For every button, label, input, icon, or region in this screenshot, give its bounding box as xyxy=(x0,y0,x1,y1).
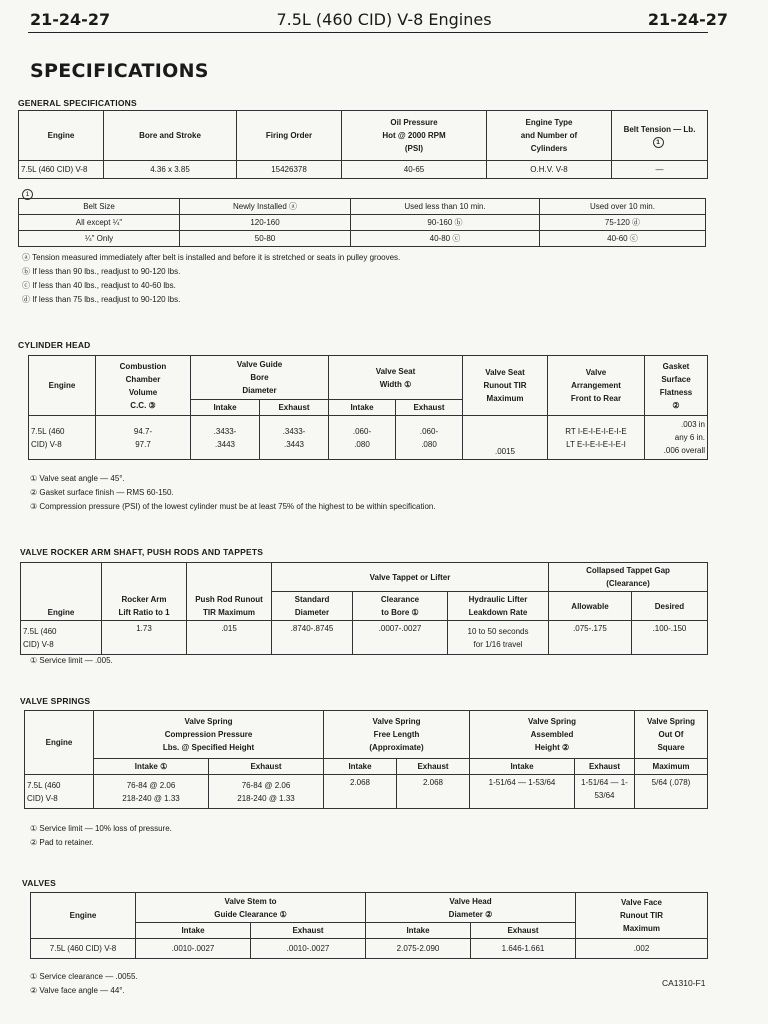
ch-col-runout: Valve Seat Runout TIR Maximum xyxy=(463,356,548,416)
ch-col-combustion: Combustion Chamber Volume C.C. ③ xyxy=(96,356,191,416)
ch-cell: .3433- .3443 xyxy=(260,416,329,460)
rk-col-ratio: Rocker Arm Lift Ratio to 1 xyxy=(102,563,187,621)
sp-col-exhaust: Exhaust xyxy=(575,759,635,775)
general-specs-heading: GENERAL SPECIFICATIONS xyxy=(18,98,137,108)
cell-engine: 7.5L (460 CID) V-8 xyxy=(19,161,104,179)
sp-cell: 5/64 (.078) xyxy=(635,775,708,809)
rk-cell: 10 to 50 seconds for 1/16 travel xyxy=(448,621,549,655)
rk-cell: 1.73 xyxy=(102,621,187,655)
rk-cell: .8740-.8745 xyxy=(272,621,353,655)
belt-note: ⓒ If less than 40 lbs., readjust to 40-60 lbs. xyxy=(22,281,176,290)
col-engine: Engine xyxy=(19,111,104,161)
ch-note: ③ Compression pressure (PSI) of the lowest cylinder must be at least 75% of the highest to be within specification. xyxy=(30,502,436,511)
ch-col-seat-intake: Intake xyxy=(329,400,396,416)
vl-cell: 7.5L (460 CID) V-8 xyxy=(31,939,136,959)
vl-col-exhaust: Exhaust xyxy=(251,923,366,939)
rk-col-runout: Push Rod Runout TIR Maximum xyxy=(187,563,272,621)
ch-col-arrangement: Valve Arrangement Front to Rear xyxy=(548,356,645,416)
sp-note: ② Pad to retainer. xyxy=(30,838,94,847)
rk-col-clearance: Clearance to Bore ① xyxy=(353,592,448,621)
rk-col-std: Standard Diameter xyxy=(272,592,353,621)
belt-cell: 75-120 ⓓ xyxy=(540,215,706,231)
ch-cell: .0015 xyxy=(463,416,548,460)
rk-note: ① Service limit — .005. xyxy=(30,656,113,665)
rk-col-lifter-group: Valve Tappet or Lifter xyxy=(272,563,549,592)
springs-notes xyxy=(30,822,172,850)
page-number-right: 21-24-27 xyxy=(647,10,728,29)
ch-cell: .3433- .3443 xyxy=(191,416,260,460)
cell-firing-order: 15426378 xyxy=(237,161,342,179)
belt-cell: 90-160 ⓑ xyxy=(351,215,540,231)
cell-bore-stroke: 4.36 x 3.85 xyxy=(104,161,237,179)
vl-col-head: Valve Head Diameter ② xyxy=(366,893,576,923)
sp-col-exhaust: Exhaust xyxy=(397,759,470,775)
rk-cell: 7.5L (460 CID) V-8 xyxy=(21,621,102,655)
sp-cell: 7.5L (460 CID) V-8 xyxy=(25,775,94,809)
col-firing-order: Firing Order xyxy=(237,111,342,161)
sp-col-intake: Intake xyxy=(324,759,397,775)
col-engine-type: Engine Type and Number of Cylinders xyxy=(487,111,612,161)
cylinder-head-table xyxy=(28,355,708,460)
belt-col-under10: Used less than 10 min. xyxy=(351,199,540,215)
rk-col-gap-group: Collapsed Tappet Gap (Clearance) xyxy=(549,563,708,592)
rk-cell: .0007-.0027 xyxy=(353,621,448,655)
vl-col-face: Valve Face Runout TIR Maximum xyxy=(576,893,708,939)
sp-col-intake: Intake ① xyxy=(94,759,209,775)
header-rule xyxy=(28,32,708,33)
ch-note: ② Gasket surface finish — RMS 60-150. xyxy=(30,488,174,497)
springs-heading: VALVE SPRINGS xyxy=(20,696,91,706)
vl-col-engine: Engine xyxy=(31,893,136,939)
page-header-title: 7.5L (460 CID) V-8 Engines xyxy=(276,10,492,29)
sp-cell: 1-51/64 — 1-53/64 xyxy=(575,775,635,809)
valves-heading: VALVES xyxy=(22,878,56,888)
belt-col-over10: Used over 10 min. xyxy=(540,199,706,215)
belt-cell: 40-80 ⓒ xyxy=(351,231,540,247)
belt-notes xyxy=(22,251,400,307)
rocker-notes xyxy=(30,654,113,668)
belt-cell: All except ¼" xyxy=(19,215,180,231)
rk-col-leak: Hydraulic Lifter Leakdown Rate xyxy=(448,592,549,621)
cylinder-head-heading: CYLINDER HEAD xyxy=(18,340,91,350)
footnote-marker: 1 xyxy=(22,186,36,204)
belt-cell: 50-80 xyxy=(180,231,351,247)
rk-col-desired: Desired xyxy=(631,592,707,621)
sp-col-exhaust: Exhaust xyxy=(209,759,324,775)
rk-cell: .100-.150 xyxy=(631,621,707,655)
col-oil-pressure: Oil Pressure Hot @ 2000 RPM (PSI) xyxy=(342,111,487,161)
sp-col-square: Valve Spring Out Of Square xyxy=(635,711,708,759)
sp-col-intake: Intake xyxy=(470,759,575,775)
rk-cell: .015 xyxy=(187,621,272,655)
vl-note: ② Valve face angle — 44°. xyxy=(30,986,125,995)
ch-col-engine: Engine xyxy=(29,356,96,416)
belt-cell: 120-160 xyxy=(180,215,351,231)
sp-col-maximum: Maximum xyxy=(635,759,708,775)
cylinder-head-notes xyxy=(30,472,436,514)
vl-col-intake: Intake xyxy=(136,923,251,939)
ch-col-gasket: Gasket Surface Flatness ② xyxy=(645,356,708,416)
sp-note: ① Service limit — 10% loss of pressure. xyxy=(30,824,172,833)
rk-col-allowable: Allowable xyxy=(549,592,632,621)
belt-col-size: Belt Size xyxy=(19,199,180,215)
ch-cell: RT I-E-I-E-I-E-I-E LT E-I-E-I-E-I-E-I xyxy=(548,416,645,460)
rocker-table xyxy=(20,562,708,655)
ch-col-seat: Valve Seat Width ① xyxy=(329,356,463,400)
rocker-heading: VALVE ROCKER ARM SHAFT, PUSH RODS AND TAPPETS xyxy=(20,547,264,557)
rk-col-engine: Engine xyxy=(21,563,102,621)
sp-cell: 2.068 xyxy=(397,775,470,809)
vl-cell: 2.075-2.090 xyxy=(366,939,471,959)
cell-oil-pressure: 40-65 xyxy=(342,161,487,179)
vl-col-stem: Valve Stem to Guide Clearance ① xyxy=(136,893,366,923)
valves-notes xyxy=(30,970,138,998)
valves-table xyxy=(30,892,708,959)
vl-cell: .0010-.0027 xyxy=(251,939,366,959)
ch-cell: 7.5L (460 CID) V-8 xyxy=(29,416,96,460)
ch-cell: .060- .080 xyxy=(329,416,396,460)
page-number-left: 21-24-27 xyxy=(30,10,111,29)
ch-cell: .060- .080 xyxy=(396,416,463,460)
vl-cell: .002 xyxy=(576,939,708,959)
ch-col-guide-intake: Intake xyxy=(191,400,260,416)
cell-engine-type: O.H.V. V-8 xyxy=(487,161,612,179)
rk-cell: .075-.175 xyxy=(549,621,632,655)
ch-note: ① Valve seat angle — 45°. xyxy=(30,474,125,483)
sp-col-assembled: Valve Spring Assembled Height ② xyxy=(470,711,635,759)
springs-table xyxy=(24,710,708,809)
belt-tension-table xyxy=(18,198,706,247)
cell-belt-tension: — xyxy=(612,161,708,179)
sp-cell: 76-84 @ 2.06 218-240 @ 1.33 xyxy=(94,775,209,809)
sp-col-engine: Engine xyxy=(25,711,94,775)
general-specs-table xyxy=(18,110,708,179)
ch-col-guide: Valve Guide Bore Diameter xyxy=(191,356,329,400)
vl-col-intake: Intake xyxy=(366,923,471,939)
figure-code: CA1310-F1 xyxy=(662,978,706,988)
vl-col-exhaust: Exhaust xyxy=(471,923,576,939)
sp-col-free: Valve Spring Free Length (Approximate) xyxy=(324,711,470,759)
vl-cell: .0010-.0027 xyxy=(136,939,251,959)
sp-cell: 2.068 xyxy=(324,775,397,809)
ch-col-guide-exhaust: Exhaust xyxy=(260,400,329,416)
belt-note: ⓓ If less than 75 lbs., readjust to 90-120 lbs. xyxy=(22,295,181,304)
belt-col-new: Newly Installed ⓐ xyxy=(180,199,351,215)
belt-cell: ¼" Only xyxy=(19,231,180,247)
vl-note: ① Service clearance — .0055. xyxy=(30,972,138,981)
sp-cell: 76-84 @ 2.06 218-240 @ 1.33 xyxy=(209,775,324,809)
page-title: SPECIFICATIONS xyxy=(30,60,209,82)
belt-note: ⓑ If less than 90 lbs., readjust to 90-120 lbs. xyxy=(22,267,181,276)
vl-cell: 1.646-1.661 xyxy=(471,939,576,959)
ch-cell: 94.7- 97.7 xyxy=(96,416,191,460)
ch-col-seat-exhaust: Exhaust xyxy=(396,400,463,416)
col-bore-stroke: Bore and Stroke xyxy=(104,111,237,161)
sp-cell: 1-51/64 — 1-53/64 xyxy=(470,775,575,809)
sp-col-pressure: Valve Spring Compression Pressure Lbs. @ Specified Height xyxy=(94,711,324,759)
col-belt-tension: Belt Tension — Lb. 1 xyxy=(612,111,708,161)
belt-cell: 40-60 ⓒ xyxy=(540,231,706,247)
ch-cell: .003 in any 6 in. .006 overall xyxy=(645,416,708,460)
belt-note: ⓐ Tension measured immediately after belt is installed and before it is stretched or seats in pulley grooves. xyxy=(22,253,401,262)
